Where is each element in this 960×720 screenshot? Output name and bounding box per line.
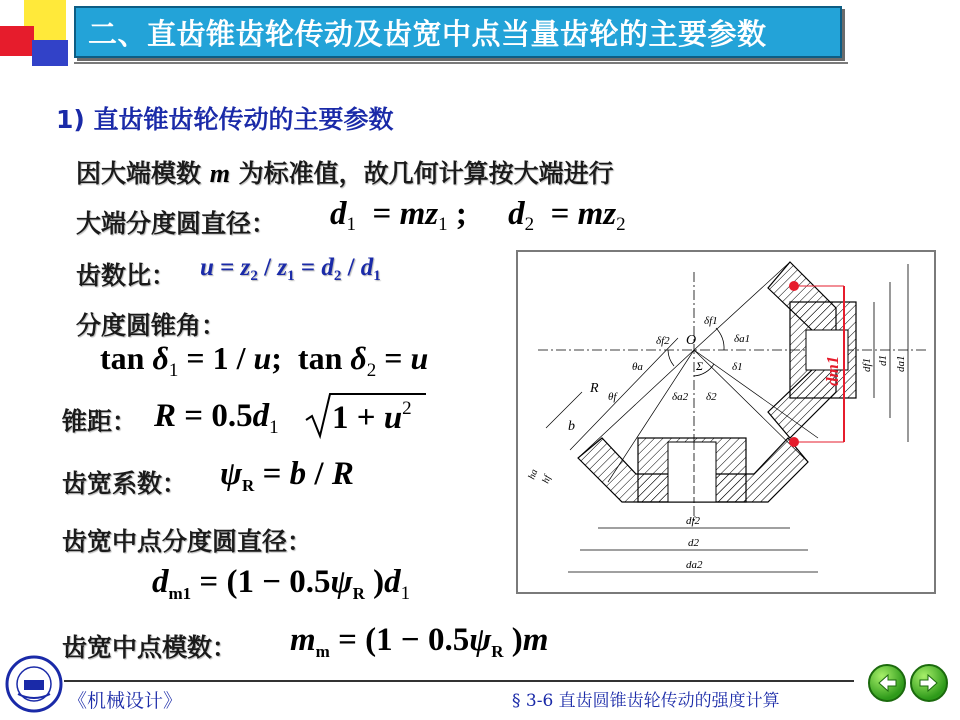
bevel-gear-figure <box>516 250 936 594</box>
fig-label-sigma: Σ <box>696 359 704 373</box>
intro-m: m <box>209 159 230 188</box>
fig-label-theta-a: θa <box>632 361 643 373</box>
formula-sqrt-content: $1 + u^2$ <box>332 398 412 436</box>
fig-label-df2: df2 <box>686 515 701 527</box>
decor-square-blue <box>32 40 68 66</box>
footer-course-name: 《机械设计》 <box>68 690 183 712</box>
intro-post: 为标准值，故几何计算按大端进行 <box>229 159 614 188</box>
arrow-right-icon <box>917 671 941 695</box>
title-divider <box>74 62 848 64</box>
fig-label-delta-a1: δa1 <box>734 333 751 345</box>
fig-label-delta-2: δ2 <box>706 391 717 403</box>
fig-label-delta-a2: δa2 <box>672 391 689 403</box>
ratio-label: 齿数比： <box>76 261 177 290</box>
fig-label-d1: d1 <box>877 355 889 366</box>
next-slide-button[interactable] <box>910 664 948 702</box>
mid-module-label: 齿宽中点模数： <box>62 633 238 662</box>
cone-angle-label: 分度圆锥角： <box>76 311 227 340</box>
slide-title-bar <box>74 6 842 58</box>
formula-mid-diameter: $d_{m1} = (1 - 0.5\psi_R$ )$d_1$ <box>152 564 411 604</box>
footer-section-name: § 3-6 直齿圆锥齿轮传动的强度计算 <box>512 691 780 711</box>
formula-face-width: $\psi_R = b / R$ <box>220 456 354 495</box>
fig-label-theta-f: θf <box>608 391 617 403</box>
formula-cone-distance: $R = 0.5d_1$ <box>154 398 279 438</box>
university-logo-icon <box>4 654 64 714</box>
fig-label-da1: da1 <box>895 355 907 372</box>
arrow-left-icon <box>875 671 899 695</box>
fig-label-delta-f1: δf1 <box>704 315 718 327</box>
bevel-gear-drawing <box>518 252 934 592</box>
slide-title: 二、直齿锥齿轮传动及齿宽中点当量齿轮的主要参数 <box>88 16 767 51</box>
fig-label-b: b <box>568 419 575 434</box>
mid-diameter-label: 齿宽中点分度圆直径： <box>62 527 313 556</box>
fig-label-O: O <box>686 333 697 348</box>
fig-label-d2: d2 <box>688 537 699 549</box>
formula-diameter: d1 = mz1 ; d2 = mz2 <box>330 196 626 235</box>
diameter-label: 大端分度圆直径： <box>76 209 277 238</box>
fig-label-delta-1: δ1 <box>732 361 743 373</box>
fig-label-delta-f2: δf2 <box>656 335 670 347</box>
fig-label-df1: df1 <box>861 357 873 372</box>
fig-label-R: R <box>590 381 599 396</box>
fig-label-hf: hf <box>540 473 554 486</box>
face-width-label: 齿宽系数： <box>62 469 188 498</box>
cone-distance-label: 锥距： <box>62 407 138 436</box>
prev-slide-button[interactable] <box>868 664 906 702</box>
fig-label-ha: ha <box>526 467 541 482</box>
formula-mid-module: $m_m = (1 - 0.5\psi_R$ )m <box>290 622 549 661</box>
formula-ratio: $u = z_2 / z_1 = d_2 / d_1$ <box>200 254 381 284</box>
intro-pre: 因大端模数 <box>76 159 210 188</box>
formula-cone-angle: $\tan \delta_1 = 1 / u$; $\tan \delta_2 = u$ <box>100 340 429 381</box>
footer-divider <box>64 680 854 682</box>
intro-line <box>76 154 614 190</box>
decor-square-red <box>0 26 34 56</box>
fig-label-da2: da2 <box>686 559 703 571</box>
fig-label-dm1: dm1 <box>823 355 842 386</box>
section-subtitle: 1) 直齿锥齿轮传动的主要参数 <box>56 105 394 134</box>
